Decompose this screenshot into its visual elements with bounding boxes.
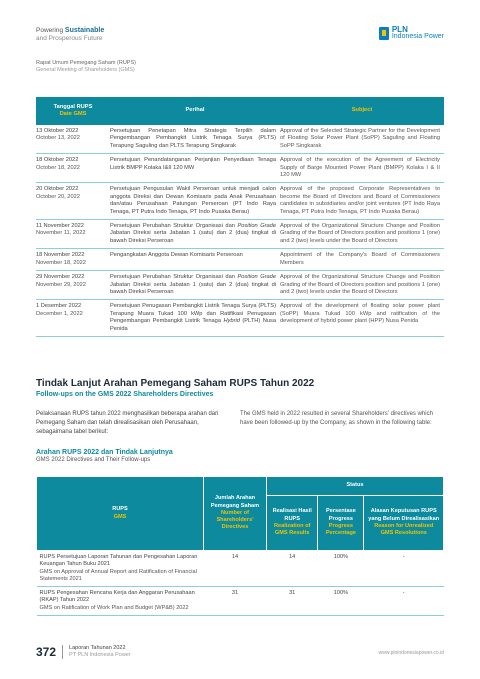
row-date-id: 11 November 2022 (36, 223, 84, 230)
row-jumlah: 14 (204, 551, 267, 587)
col-realisasi-id: Realisasi Hasil RUPS (272, 508, 312, 522)
perihal-italic: Position Grade (237, 274, 277, 281)
table-row (37, 551, 444, 587)
perihal-text: Persetujuan Perubahan Struktur Organisasi dan (110, 274, 238, 281)
directives-table (36, 476, 444, 616)
col-status: Status (267, 477, 444, 496)
row-perihal: Pengangkatan Anggota Dewan Komisaris Perseroan (110, 249, 280, 271)
row-rups-id: RUPS Persetujuan Laporan Tahunan dan Pengesahan Laporan Keuangan Tahun Buku 2021 (39, 554, 198, 568)
col-perihal: Perihal (110, 97, 280, 125)
table2-title: Arahan RUPS 2022 dan Tindak Lanjutnya (36, 449, 173, 456)
table2-subtitle: GMS 2022 Directives and Their Follow-ups (36, 457, 151, 463)
col-realisasi (267, 496, 318, 551)
table-row (37, 587, 444, 616)
section-header-id: Rapat Umum Pemegang Saham (RUPS) (36, 60, 136, 66)
row-jumlah: 31 (204, 587, 267, 616)
row-date-id: 1 Desember 2022 (36, 303, 82, 310)
row-rups-en: GMS on Approval of Annual Report and Ratification of Financial Statements 2021 (39, 568, 197, 582)
col-subject (280, 97, 444, 125)
row-date-en: October 20, 2022 (36, 193, 80, 200)
col-date-id: Tanggal RUPS (53, 103, 93, 110)
perihal-text: (PLTH) Nusa Penida (110, 318, 276, 332)
row-date-en: November 18, 2022 (36, 259, 86, 266)
row-subject: Approval of the execution of the Agreement of Electricity Supply of Barge Mounted Power Plant (BMPP) Kolaka I & II 120 MW (280, 154, 444, 183)
row-perihal (110, 220, 280, 249)
row-perihal: Persetujuan Penandatanganan Perjanjian Penyediaan Tenaga Listrik BMPP Kolaka I&II 120 MW (110, 154, 280, 183)
row-subject: Appointment of the Company's Board of Commissioners Members (280, 249, 444, 271)
tagline-powering: Powering (36, 27, 64, 34)
report-company: PT PLN Indonesia Power (69, 652, 131, 658)
perihal-italic: Position Grade (237, 223, 277, 230)
pln-logo-icon (379, 27, 389, 40)
col-persentase-en: Progress Percentage (325, 523, 356, 537)
paragraph-id: Pelaksanaan RUPS tahun 2022 menghasilkan beberapa arahan dari Pemegang Saham dan telah direalisasikan oleh Perusahaan, sebagaimana tabel berikut: (36, 411, 219, 435)
col-jumlah-en: Number of Shareholders' Directives (216, 509, 254, 531)
section-header (36, 60, 136, 74)
row-perihal (110, 271, 280, 300)
row-date-id: 20 Oktober 2022 (36, 186, 79, 193)
row-date-en: October 13, 2022 (36, 135, 80, 142)
row-date-id: 13 Oktober 2022 (36, 128, 79, 134)
col-date-en: Date GMS (59, 111, 87, 117)
col-rups-id: RUPS (112, 506, 128, 513)
footer-divider (62, 645, 63, 659)
row-subject: Approval of the Organizational Structure Change and Position Grading of the Board of Directors position and positions 1 (one) and 2 (two) levels under the Board of Directors (280, 220, 444, 249)
logo-brand: PLN (391, 25, 408, 34)
col-alasan (364, 496, 444, 551)
row-alasan: - (364, 551, 444, 587)
section-title: Tindak Lanjut Arahan Pemegang Saham RUPS Tahun 2022 (36, 378, 315, 389)
tagline-future: and Prosperous Future (36, 35, 103, 42)
row-date-id: 29 November 2022 (36, 274, 85, 281)
table-row (36, 300, 444, 337)
col-rups-en: GMS (113, 513, 127, 520)
report-title: Laporan Tahunan 2022 (69, 645, 126, 651)
page-footer (36, 645, 131, 659)
row-date-en: November 29, 2022 (36, 281, 86, 288)
pln-logo (379, 26, 444, 40)
section-subtitle: Follow-ups on the GMS 2022 Shareholders Directives (36, 391, 214, 398)
row-rups (37, 551, 204, 587)
col-date (36, 97, 110, 125)
logo-brand-sub: Indonesia Power (391, 33, 444, 40)
col-persentase (318, 496, 364, 551)
perihal-italic: Hybrid (223, 318, 240, 325)
table-row (36, 154, 444, 183)
perihal-text: Jabatan Direksi serta Jabatan 1 (satu) dan 2 (dua) tingkat di bawah Direksi Perseroan (110, 230, 276, 244)
table-row (36, 183, 444, 220)
col-jumlah-id: Jumlah Arahan Pemegang Saham (210, 495, 260, 509)
table-row (36, 125, 444, 154)
row-date-id: 18 Oktober 2022 (36, 157, 79, 164)
row-subject: Approval of the proposed Corporate Representatives to become the Board of Directors and Board of Commissioners candidates in subsidiaries and/or joint ventures (PT Indo Raya Tenaga, PT Putra Indo Tenaga, PT Indo Pusaka Berau) (280, 183, 444, 220)
row-persentase: 100% (318, 551, 364, 587)
row-rups-id: RUPS Pengesahan Rencana Kerja dan Anggaran Perusahaan (RKAP) Tahun 2022 (39, 590, 195, 604)
row-date-en: November 11, 2022 (36, 230, 86, 237)
table-row (36, 249, 444, 271)
row-rups-en: GMS on Ratification of Work Plan and Budget (WP&B) 2022 (39, 604, 189, 611)
row-subject: Approval of the development of floating solar power plant (SoPP) Muara Tukad 100 kWp and ratification of the development of hybrid power plant (HPP) Nusa Penida (280, 300, 444, 337)
section-header-en: General Meeting of Shareholders (GMS) (36, 67, 135, 73)
gms-table (36, 97, 444, 337)
row-persentase: 100% (318, 587, 364, 616)
header-tagline (36, 27, 104, 43)
page-number: 372 (36, 645, 57, 659)
perihal-text: Persetujuan Perubahan Struktur Organisasi dan (110, 223, 238, 230)
table-row (36, 220, 444, 249)
col-subject-label: Subject (351, 107, 373, 114)
col-rups (37, 477, 204, 551)
row-perihal: Persetujuan Pengusulan Wakil Perseroan untuk menjadi calon anggota Direksi dan Dewan Komisaris pada Anak Perusahaan dan/atau Perusahaan Patungan Perseroan (PT Indo Raya Tenaga, PT Putra Indo Tenaga, PT Indo Pusaka Berau) (110, 183, 280, 220)
perihal-text: Persetujuan Penugasan Pembangkit Listrik Tenaga Surya (PLTS) Terapung Muara Tukad 100 kWp dan Ratifikasi Penugasan Pengembangan Pembangkit Listrik Tenaga (110, 303, 276, 325)
row-rups (37, 587, 204, 616)
row-realisasi: 31 (267, 587, 318, 616)
row-perihal (110, 300, 280, 337)
row-alasan: - (364, 587, 444, 616)
col-alasan-id: Alasan Keputusan RUPS yang Belum Direalisasikan (368, 508, 440, 522)
col-realisasi-en: Realization of GMS Results (274, 523, 311, 537)
row-subject: Approval of the Organizational Structure Change and Position Grading of the Board of Directors position and positions 1 (one) and 2 (two) levels under the Board of Directors (280, 271, 444, 300)
row-perihal: Persetujuan Penetapan Mitra Strategis Terpilih dalam Pengembangan Pembangkit Listrik Tenaga Surya (PLTS) Terapung Saguling dan PLTS Terapung Singkarak (110, 125, 280, 154)
website-link[interactable]: www.plnindonesiapower.co.id (378, 650, 444, 656)
paragraph-en: The GMS held in 2022 resulted in several Shareholders' directives which have been followed-up by the Company, as shown in the following table: (240, 411, 433, 426)
row-date-en: December 1, 2022 (36, 310, 83, 317)
tagline-sustainable: Sustainable (64, 27, 105, 34)
row-date-en: October 18, 2022 (36, 164, 80, 171)
col-jumlah (204, 477, 267, 551)
table-row (36, 271, 444, 300)
row-subject: Approval of the Selected Strategic Partner for the Development of Floating Solar Power Plant (SoPP) Saguling and Floating SoPP Singkarak (280, 125, 444, 154)
col-alasan-en: Reason for Unrealized GMS Resolutions (374, 523, 434, 537)
row-date-id: 18 November 2022 (36, 252, 85, 259)
perihal-text: Jabatan Direksi serta Jabatan 1 (satu) dan 2 (dua) tingkat di bawah Direksi Perseroan (110, 281, 276, 295)
col-persentase-id: Persentase Progress (325, 508, 356, 522)
row-realisasi: 14 (267, 551, 318, 587)
